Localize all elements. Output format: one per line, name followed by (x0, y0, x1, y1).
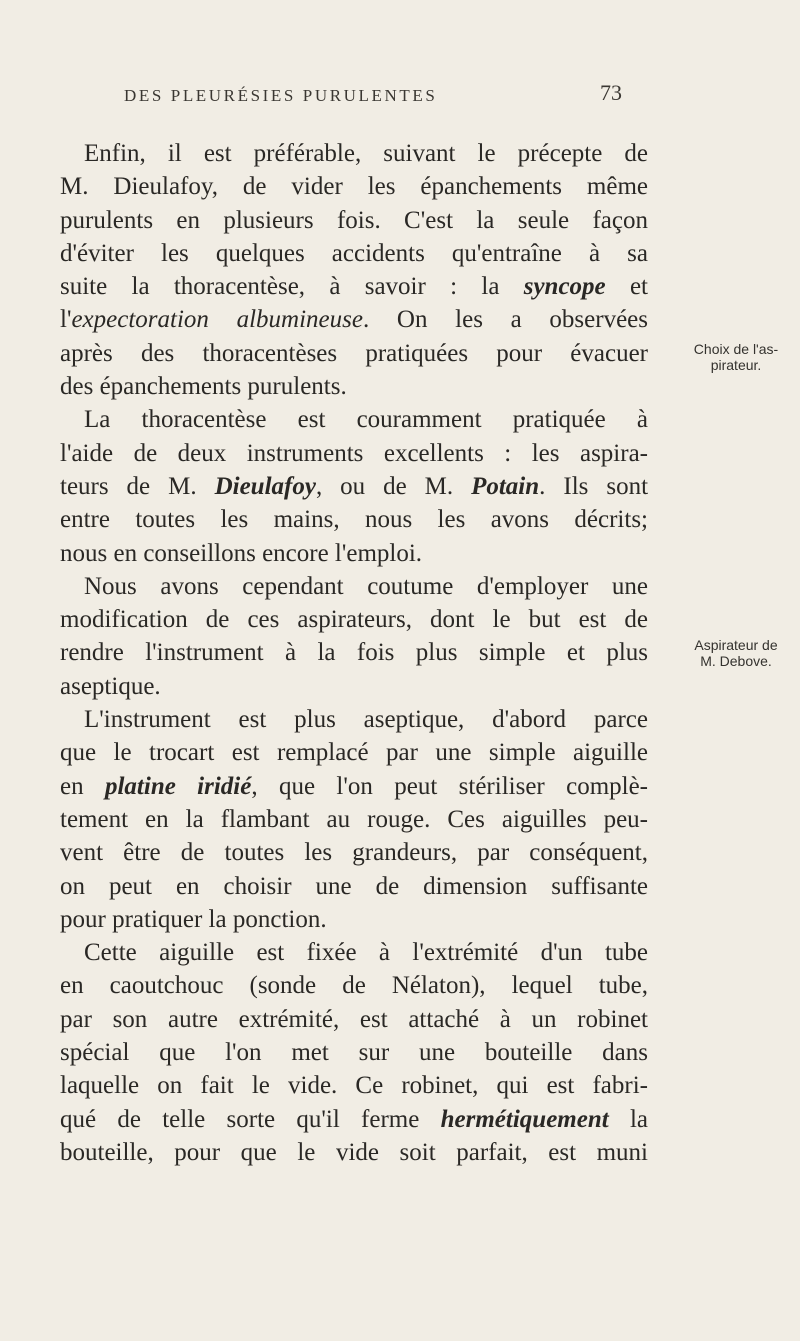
text-segment: . Ils sont (539, 472, 649, 500)
margin-note-line: pirateur. (710, 357, 762, 373)
emphasis-potain: Potain (471, 472, 540, 500)
emphasis-syncope: syncope (523, 273, 606, 301)
text-line: vent être de toutes les grandeurs, par conséquent, (60, 839, 648, 867)
margin-note-line: Aspirateur de (694, 637, 778, 653)
margin-note-choix (676, 341, 796, 373)
emphasis-expectoration: expectoration albumineuse (71, 306, 363, 334)
text-segment: , ou de M. (315, 472, 472, 500)
text-segment: et (605, 273, 648, 301)
margin-note-line: M. Debove. (700, 653, 772, 669)
text-line: que le trocart est remplacé par une simple aiguille (60, 739, 648, 767)
text-line: après des thoracentèses pratiquées pour évacuer (60, 339, 648, 367)
text-line: Cette aiguille est fixée à l'extrémité d'un tube (84, 939, 648, 967)
body-text (60, 137, 648, 1169)
text-line: rendre l'instrument à la fois plus simple et plus (60, 639, 648, 667)
text-segment: l' (60, 306, 72, 334)
text-line: pour pratiquer la ponction. (60, 905, 327, 933)
text-line: entre toutes les mains, nous les avons décrits; (60, 506, 648, 534)
emphasis-hermetiquement: hermétiquement (440, 1105, 609, 1133)
text-line: des épanchements purulents. (60, 373, 347, 401)
text-line (60, 470, 648, 503)
text-line: l'aide de deux instruments excellents : les aspira- (60, 439, 648, 467)
text-line: L'instrument est plus aseptique, d'abord parce (84, 706, 648, 734)
text-line: en caoutchouc (sonde de Nélaton), lequel tube, (60, 972, 648, 1000)
emphasis-platine: platine iridié (104, 772, 252, 800)
text-line (60, 303, 648, 336)
text-line: purulents en plusieurs fois. C'est la seule façon (60, 206, 648, 234)
text-line (60, 770, 648, 803)
text-line: laquelle on fait le vide. Ce robinet, qui est fabri- (60, 1072, 648, 1100)
text-line: spécial que l'on met sur une bouteille dans (60, 1039, 648, 1067)
text-line: d'éviter les quelques accidents qu'entraîne à sa (60, 239, 648, 267)
emphasis-dieulafoy: Dieulafoy (214, 472, 316, 500)
text-line: on peut en choisir une de dimension suffisante (60, 872, 648, 900)
text-line: tement en la flambant au rouge. Ces aiguilles peu- (60, 805, 648, 833)
running-header: DES PLEURÉSIES PURULENTES (124, 86, 438, 105)
text-line: Nous avons cependant coutume d'employer une (84, 572, 648, 600)
text-line (60, 1103, 648, 1136)
text-line: bouteille, pour que le vide soit parfait, est muni (60, 1138, 648, 1166)
text-segment: en (60, 772, 84, 800)
text-line: La thoracentèse est couramment pratiquée à (84, 406, 648, 434)
text-line: par son autre extrémité, est attaché à un robinet (60, 1005, 648, 1033)
page-number: 73 (600, 80, 622, 105)
text-line: modification de ces aspirateurs, dont le but est de (60, 606, 648, 634)
margin-note-aspirateur (676, 637, 796, 669)
text-segment: qué de telle sorte qu'il ferme (60, 1105, 420, 1133)
text-line: Enfin, il est préférable, suivant le précepte de (84, 140, 648, 167)
text-segment: la (608, 1105, 648, 1133)
text-line (60, 270, 648, 303)
text-segment: , que l'on peut stériliser complè- (251, 772, 649, 800)
text-line: M. Dieulafoy, de vider les épanchements même (60, 173, 648, 201)
text-segment: suite la thoracentèse, à savoir : la (60, 273, 500, 301)
text-segment: teurs de M. (60, 472, 197, 500)
text-line: nous en conseillons encore l'emploi. (60, 539, 423, 567)
text-line: aseptique. (60, 672, 161, 700)
text-segment: . On les a observées (362, 306, 648, 334)
margin-note-line: Choix de l'as- (693, 341, 779, 357)
